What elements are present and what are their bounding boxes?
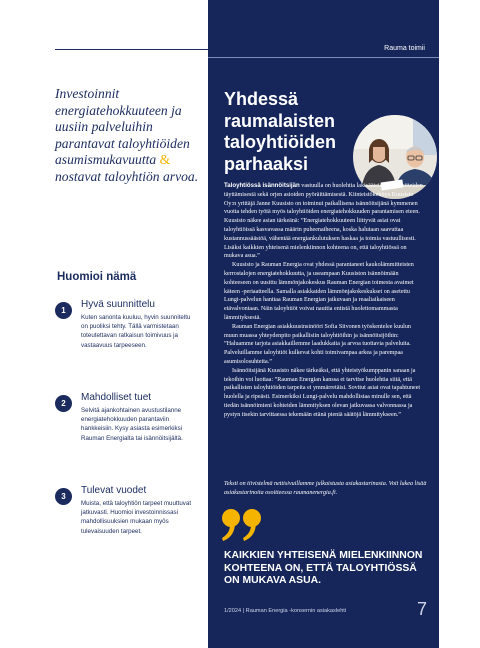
tip-body: Kuten sanonta kuuluu, hyvin suunniteltu on puoliksi tehty. Tällä varmistetaan toteutettavan ratkaisun toimivuus ja vastaavuus tarpeeseen. — [81, 314, 191, 349]
article-paragraph-1: vastuulla on huolehtia lakisääteisten velvoitteiden täyttämisestä sekä orjen asioiden pyöräittämisestä. Kiinteistökehitys Kuusisto Oy:n yrittäjä Janne Kuusisto on toiminut paikallisena isännöitsijänä kymmenen vuotta tehden työtä myös taloyhtiöiden energiatehokkuuden parantamisen eteen. Kuusisto näkee asian tärkeänä: ”Energiatehokkuuteen liittyvät asiat ovat taloyhtiöissä kasvavassa määrin puheenaiheena, koska halutaan saavuttaa kustannussäästöä, vähentää energiankulutuksen haskaa ja toimia vastuullisesti. Lisäksi kaikkien yhteisenä mielenkiinnon kohteena on, että taloyhtiössä on mukava asua.” — [224, 183, 423, 260]
top-rule — [55, 49, 208, 50]
tips-title: Huomioi nämä — [57, 271, 137, 283]
article-body — [224, 182, 424, 420]
step-number-badge: 1 — [55, 302, 72, 319]
tip-title: Tulevat vuodet — [81, 485, 147, 496]
article-headline: Yhdessä raumalaisten taloyhtiöiden parhaaksi — [224, 89, 336, 174]
section-rule — [208, 57, 439, 58]
article-paragraph-4: Isännöitsijänä Kuusisto näkee tärkeäksi, että yhteistyökumppanin sanaan ja tekoihin voi luottaa: ”Rauman Energian kanssa ei tarvitse huolehtia siitä, että paikallisten taloyhtiöiden tarpeita ei ymmärretäisi. Sovitut asiat ovat tapahtuneet huolella ja ripeästi. Esimerkiksi Lungi-palvelu mahdollistaa minulle sen, että tiedän isännöimieni kohteiden lämmityksen olevan jatkuvassa valvonnassa ja pystyn itsekin tarvittaessa tekemään etänä pieniä säätöjä lämmitykseen.” — [224, 367, 421, 418]
intro-text-a: Investoinnit energiatehokkuuteen ja uusiin palveluihin parantavat taloyhtiöiden asumismukavuutta — [55, 86, 190, 168]
intro-text — [55, 86, 205, 186]
intro-text-b: nostavat taloyhtiön arvoa. — [55, 168, 199, 184]
article-lead: Taloyhtiössä isännöitsijän — [224, 182, 300, 189]
step-number-badge: 2 — [55, 395, 72, 412]
pull-quote: KAIKKIEN YHTEISENÄ MIELENKIINNON KOHTEENA ON, ETTÄ TALOYHTIÖSSÄ ON MUKAVA ASUA. — [224, 550, 423, 587]
tip-body: Muista, että taloyhtiön tarpeet muuttuvat jatkuvasti. Huomioi investoinnissasi mahdollisuuksien mukaan myös tulevaisuuden tarpeet. — [81, 500, 192, 535]
page-number: 7 — [416, 599, 427, 619]
tip-title: Hyvä suunnittelu — [81, 299, 155, 310]
article-panel — [208, 0, 439, 648]
tip-body: Selvitä ajankohtainen avustustilanne energiatehokkuuden parantaviin hankkeisiin. Kysy asiasta esimerkiksi Rauman Energialta tai isännöitsijältä. — [81, 407, 183, 442]
article-paragraph — [224, 182, 424, 261]
left-column — [0, 0, 208, 648]
section-label: Rauma toimii — [384, 45, 425, 52]
article-note: Teksti on tiivistelmä nettisivuillamme julkaistusta asiakastarinasta. Voit lukea lisää asiakastarinoita osoitteessa raumanenergia.fi. — [224, 481, 427, 496]
tip-title: Mahdolliset tuet — [81, 392, 152, 403]
article-paragraph-2: Kuusisto ja Rauman Energia ovat yhdessä parantaneet kaukolämmitteisten kerrostalojen energiatehokkuutta, ja useampaan Kuusiston isännöimään kohteeseen on uusittu lämmönjakokeskus Rauman Energian toimesta avaimet käteen -periaatteella. Samalla asiakkaiden lämmönjakokeskukset on asetettu Lungi-palvelun hanttaa Rauman Energian jatkuvaan ja reaaliaikaiseen etävalvontaan. Näin taloyhtiöt voivat nauttia entistä huolettomammasta lämmityksestä. — [224, 262, 414, 321]
footer-issue: 1/2024 | Rauman Energia -konsernin asiakaslehti — [224, 608, 347, 614]
article-paragraph-3: Rauman Energian asiakkuusinsinööri Sofia Siivonen työskentelee kuulun muun muassa yhteydenpito paikallisiin taloyhtiöihin ja isännöitsijöihin: ”Haluamme tarjota asiakkaillemme laadukkaita ja arvoa tuottavia palveluita. Palveluillamme taloyhtiöt kulkevat kohti toimivampaa arkea ja parempaa asumisolosuhteita.” — [224, 323, 411, 365]
intro-ampersand: & — [159, 152, 171, 168]
step-number-badge: 3 — [55, 488, 72, 505]
quote-mark-icon — [221, 508, 263, 542]
